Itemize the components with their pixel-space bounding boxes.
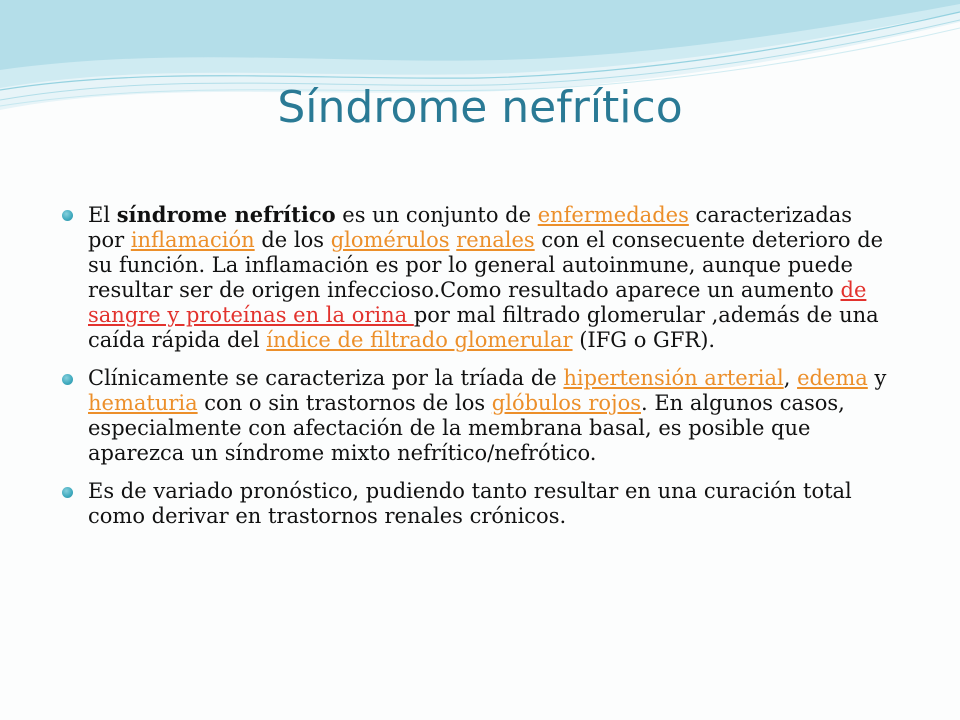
link-renales[interactable]: renales (456, 228, 535, 252)
text-run: es un conjunto de (335, 203, 538, 227)
bullet-icon (62, 374, 73, 385)
link-edema[interactable]: edema (797, 366, 868, 390)
text-run: por mal filtrado glomerular ,además de una caída rápida del (88, 303, 879, 352)
text-run: Clínicamente se caracteriza por la tríada de (88, 366, 564, 390)
bullet-icon (62, 487, 73, 498)
link-hipertension-arterial[interactable]: hipertensión arterial (563, 366, 784, 390)
bold-term: síndrome nefrítico (116, 202, 336, 227)
text-run: de los (254, 228, 331, 252)
text-run: (IFG o GFR). (572, 328, 716, 352)
text-run: caracterizadas por (88, 203, 853, 252)
link-hematuria[interactable]: hematuria (88, 391, 198, 415)
link-glomerulos[interactable]: glomérulos (330, 228, 450, 252)
text-run: y (867, 366, 887, 390)
bullet-icon (62, 210, 73, 221)
link-inflamacion[interactable]: inflamación (130, 228, 255, 252)
bullet-item-prognosis (62, 479, 892, 529)
text-run: Es de variado pronóstico, pudiendo tanto resultar en una curación total como derivar en trastornos renales crónicos. (88, 479, 852, 528)
link-indice-filtrado[interactable]: índice de filtrado glomerular (266, 328, 573, 352)
bullet-item-definition (62, 202, 892, 353)
text-run: con o sin trastornos de los (197, 391, 492, 415)
bullet-list (62, 202, 892, 542)
text-run: El (88, 203, 117, 227)
text-run: , (783, 366, 798, 390)
text-run: con el consecuente deterioro de su función. La inflamación es por lo general autoinmune, aunque puede resultar ser de origen infeccioso.Como resultado aparece un aumento (88, 228, 884, 302)
text-run: . En algunos casos, especialmente con afectación de la membrana basal, es posible que aparezca un síndrome mixto nefrítico/nefrótico. (88, 391, 845, 465)
link-globulos-rojos[interactable]: glóbulos rojos (491, 391, 641, 415)
bullet-item-clinical (62, 366, 892, 466)
link-sangre-proteinas[interactable]: de sangre y proteínas en la orina (88, 278, 867, 327)
link-enfermedades[interactable]: enfermedades (537, 203, 689, 227)
slide-title: Síndrome nefrítico (277, 82, 683, 133)
